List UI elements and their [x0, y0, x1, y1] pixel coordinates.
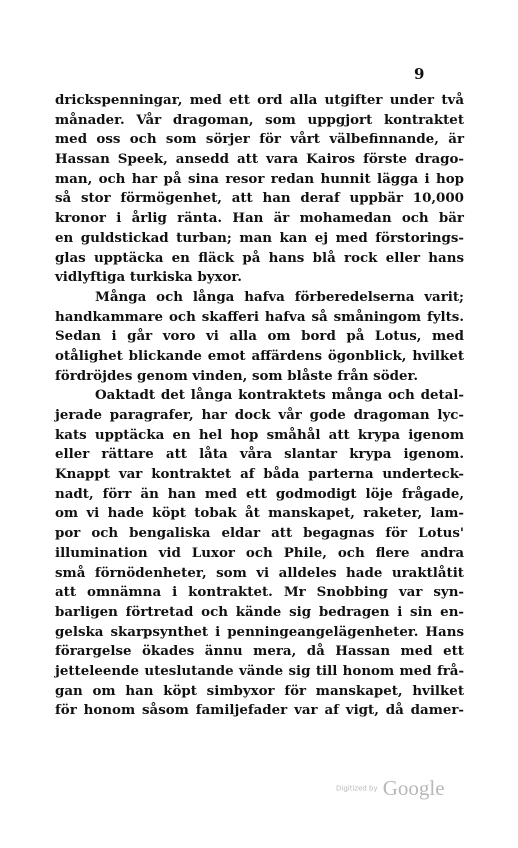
text-line: månader. Vår dragoman, som uppgjort kontraktet: [55, 111, 464, 128]
text-line: jerade paragrafer, har dock vår gode dragoman lyc-: [55, 407, 464, 423]
body-text: [55, 91, 464, 721]
text-line: Knappt var kontraktet af båda parterna underteck-: [55, 466, 464, 483]
text-line: glas upptäcka en fläck på hans blå rock eller hans: [55, 249, 464, 266]
digitization-watermark: [336, 776, 445, 801]
text-line: med oss och som sörjer för vårt välbefinnande, är: [55, 131, 464, 148]
watermark-prefix: Digitized by: [336, 784, 378, 793]
text-line: man, och har på sina resor redan hunnit lägga i hop: [55, 170, 464, 187]
text-line: nadt, förr än han med ett godmodigt löje frågade,: [55, 485, 464, 502]
text-line: fördröjdes genom vinden, som blåste från söder.: [55, 367, 419, 384]
text-line: drickspenningar, med ett ord alla utgifter under två: [55, 92, 464, 108]
text-line: vidlyftiga turkiska byxor.: [55, 269, 242, 286]
watermark-brand: Google: [382, 776, 445, 800]
text-line: en guldstickad turban; man kan ej med förstorings-: [55, 229, 464, 246]
text-line: kronor i årlig ränta. Han är mohamedan och bär: [55, 210, 464, 227]
text-line: jetteleende uteslutande vände sig till honom med frå-: [55, 662, 464, 679]
page-number: 9: [414, 65, 425, 83]
text-line: gan om han köpt simbyxor för manskapet, hvilket: [55, 682, 464, 699]
text-line: så stor förmögenhet, att han deraf uppbär 10,000: [55, 190, 464, 207]
text-line: för honom såsom familjefader var af vigt, då damer-: [55, 702, 464, 719]
text-line: förargelse ökades ännu mera, då Hassan med ett: [55, 643, 464, 660]
text-line: illumination vid Luxor och Phile, och flere andra: [55, 544, 464, 561]
text-line: Sedan i går voro vi alla om bord på Lotus, med: [55, 328, 464, 345]
text-line: små förnödenheter, som vi alldeles hade uraktlåtit: [55, 564, 464, 581]
text-line: eller rättare att låta våra slantar krypa igenom.: [55, 446, 464, 463]
text-line: kats upptäcka en hel hop småhål att krypa igenom: [55, 426, 464, 443]
text-line: barligen förtretad och kände sig bedragen i sin en-: [55, 603, 464, 620]
text-line: handkammare och skafferi hafva så småningom fylts.: [55, 308, 464, 325]
text-line: Många och långa hafva förberedelserna varit;: [95, 288, 464, 305]
text-line: gelska skarpsynthet i penningeangelägenheter. Hans: [55, 623, 464, 640]
text-line: om vi hade köpt tobak åt manskapet, raketer, lam-: [55, 505, 464, 522]
text-line: por och bengaliska eldar att begagnas för Lotus': [55, 525, 464, 542]
text-line: otålighet blickande emot affärdens ögonblick, hvilket: [55, 347, 464, 364]
text-line: Hassan Speek, ansedd att vara Kairos förste drago-: [55, 151, 464, 168]
text-line: Oaktadt det långa kontraktets många och detal-: [95, 387, 464, 404]
text-line: att omnämna i kontraktet. Mr Snobbing var syn-: [55, 584, 464, 601]
